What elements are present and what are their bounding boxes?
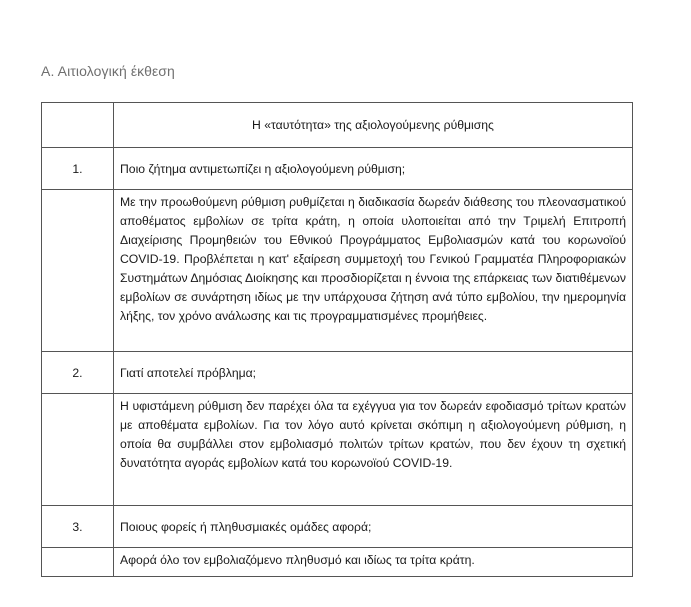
question-text-3: Ποιους φορείς ή πληθυσμιακές ομάδες αφορά; — [114, 506, 633, 548]
answer-text-3: Αφορά όλο τον εμβολιαζόμενο πληθυσμό και ιδίως τα τρίτα κράτη. — [114, 548, 633, 577]
answer-text-2: Η υφιστάμενη ρύθμιση δεν παρέχει όλα τα εχέγγυα για τον δωρεάν εφοδιασμό τρίτων κρατών με αποθέματα εμβολίων. Για τον λόγο αυτό κρίνεται σκόπιμη η αξιολογούμενη ρύθμιση, η οποία θα συμβάλλει στον εμβολιασμό πολιτών τρίτων κρατών, που δεν έχουν τη σχετική δυνατότητα αγοράς εμβολίων κατά του κορωνοϊού COVID-19. — [114, 394, 633, 506]
question-number-2: 2. — [42, 352, 114, 394]
question-number-3: 3. — [42, 506, 114, 548]
question-text-1: Ποιο ζήτημα αντιμετωπίζει η αξιολογούμενη ρύθμιση; — [114, 148, 633, 190]
question-text-2: Γιατί αποτελεί πρόβλημα; — [114, 352, 633, 394]
regulation-identity-table — [41, 102, 633, 577]
section-heading: Α. Αιτιολογική έκθεση — [41, 63, 175, 79]
answer-number-cell-1 — [42, 190, 114, 352]
question-number-1: 1. — [42, 148, 114, 190]
question-row-3 — [42, 506, 633, 548]
answer-row-3 — [42, 548, 633, 577]
table-title: Η «ταυτότητα» της αξιολογούμενης ρύθμισης — [114, 103, 633, 148]
question-row-1 — [42, 148, 633, 190]
answer-number-cell-3 — [42, 548, 114, 577]
table-title-row — [42, 103, 633, 148]
answer-number-cell-2 — [42, 394, 114, 506]
answer-row-2 — [42, 394, 633, 506]
answer-row-1 — [42, 190, 633, 352]
answer-text-1: Με την προωθούμενη ρύθμιση ρυθμίζεται η διαδικασία δωρεάν διάθεσης του πλεονασματικού αποθέματος εμβολίων σε τρίτα κράτη, η οποία υλοποιείται από την Τριμελή Επιτροπή Διαχείρισης Προμηθειών του Εθνικού Προγράμματος Εμβολιασμών κατά του κορωνοϊού COVID-19. Προβλέπεται η κατ' εξαίρεση συμμετοχή του Γενικού Γραμματέα Πληροφοριακών Συστημάτων Δημόσιας Διοίκησης και προσδιορίζεται η έννοια της επάρκειας των διατιθέμενων εμβολίων σε συνάρτηση ιδίως με την υπάρχουσα ζήτηση ανά τύπο εμβολίου, την ημερομηνία λήξης, τον χρόνο ανάλωσης και τις προγραμματισμένες προμήθειες. — [114, 190, 633, 352]
table-title-number-cell — [42, 103, 114, 148]
question-row-2 — [42, 352, 633, 394]
